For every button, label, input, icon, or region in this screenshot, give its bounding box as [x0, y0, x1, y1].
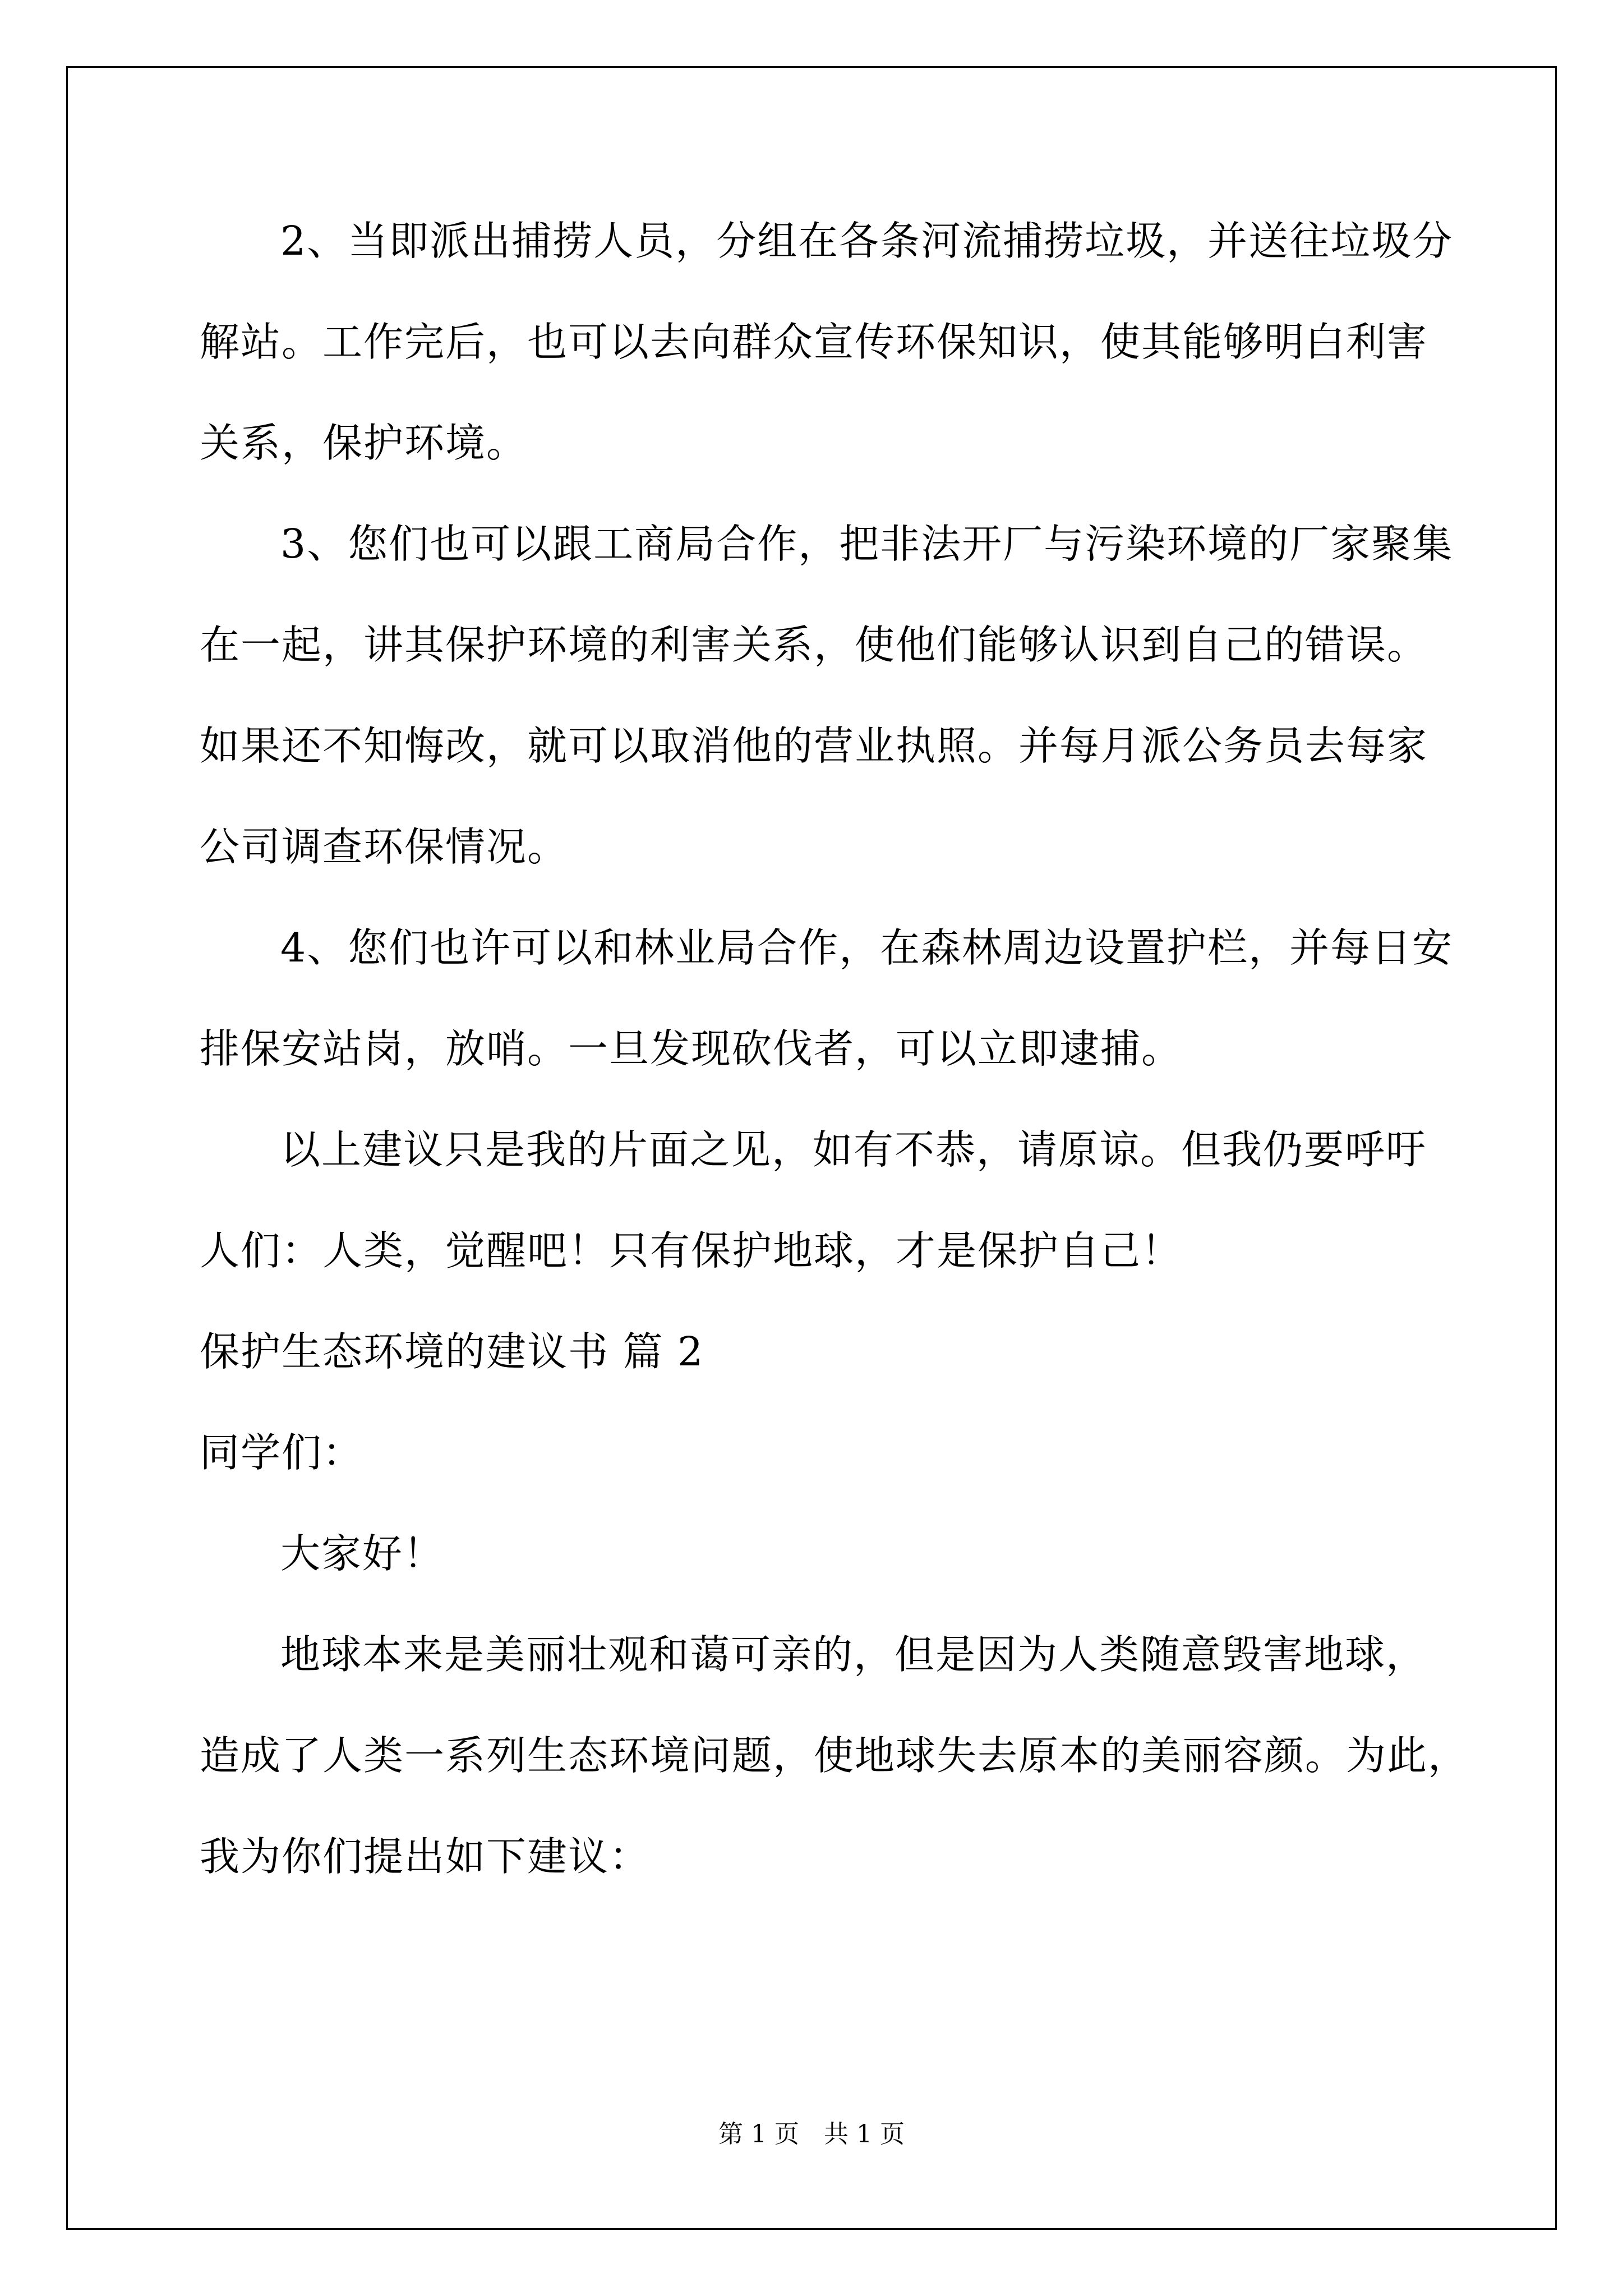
- closing-line-1: 地球本来是美丽壮观和蔼可亲的，但是因为人类随意毁害地球，: [280, 1631, 1427, 1678]
- salutation: 同学们：: [200, 1429, 364, 1476]
- paragraph-4-line-1: 4、您们也许可以和林业局合作，在森林周边设置护栏，并每日安: [280, 924, 1454, 971]
- closing-line-3: 我为你们提出如下建议：: [200, 1833, 651, 1880]
- paragraph-4-line-2: 排保安站岗，放哨。一旦发现砍伐者，可以立即逮捕。: [200, 1025, 1183, 1072]
- paragraph-2-line-1: 2、当即派出捕捞人员，分组在各条河流捕捞垃圾，并送往垃圾分: [280, 218, 1454, 264]
- paragraph-3-line-1: 3、您们也可以跟工商局合作，把非法开厂与污染环境的厂家聚集: [280, 521, 1454, 567]
- paragraph-3-line-4: 公司调查环保情况。: [200, 823, 569, 870]
- page-number-footer: 第 1 页 共 1 页: [718, 2120, 905, 2148]
- closing-line-2: 造成了人类一系列生态环境问题，使地球失去原本的美丽容颜。为此，: [200, 1732, 1469, 1779]
- conclusion-line-1: 以上建议只是我的片面之见，如有不恭，请原谅。但我仍要呼吁: [280, 1126, 1427, 1173]
- conclusion-line-2: 人们：人类，觉醒吧！只有保护地球，才是保护自己！: [200, 1227, 1183, 1274]
- greeting: 大家好！: [280, 1530, 445, 1577]
- paragraph-2-line-3: 关系，保护环境。: [200, 420, 528, 466]
- paragraph-2-line-2: 解站。工作完后，也可以去向群众宣传环保知识，使其能够明白利害: [200, 319, 1428, 365]
- paragraph-3-line-2: 在一起，讲其保护环境的利害关系，使他们能够认识到自己的错误。: [200, 622, 1428, 668]
- paragraph-3-line-3: 如果还不知悔改，就可以取消他的营业执照。并每月派公务员去每家: [200, 723, 1428, 769]
- section-title: 保护生态环境的建议书 篇 2: [200, 1328, 704, 1375]
